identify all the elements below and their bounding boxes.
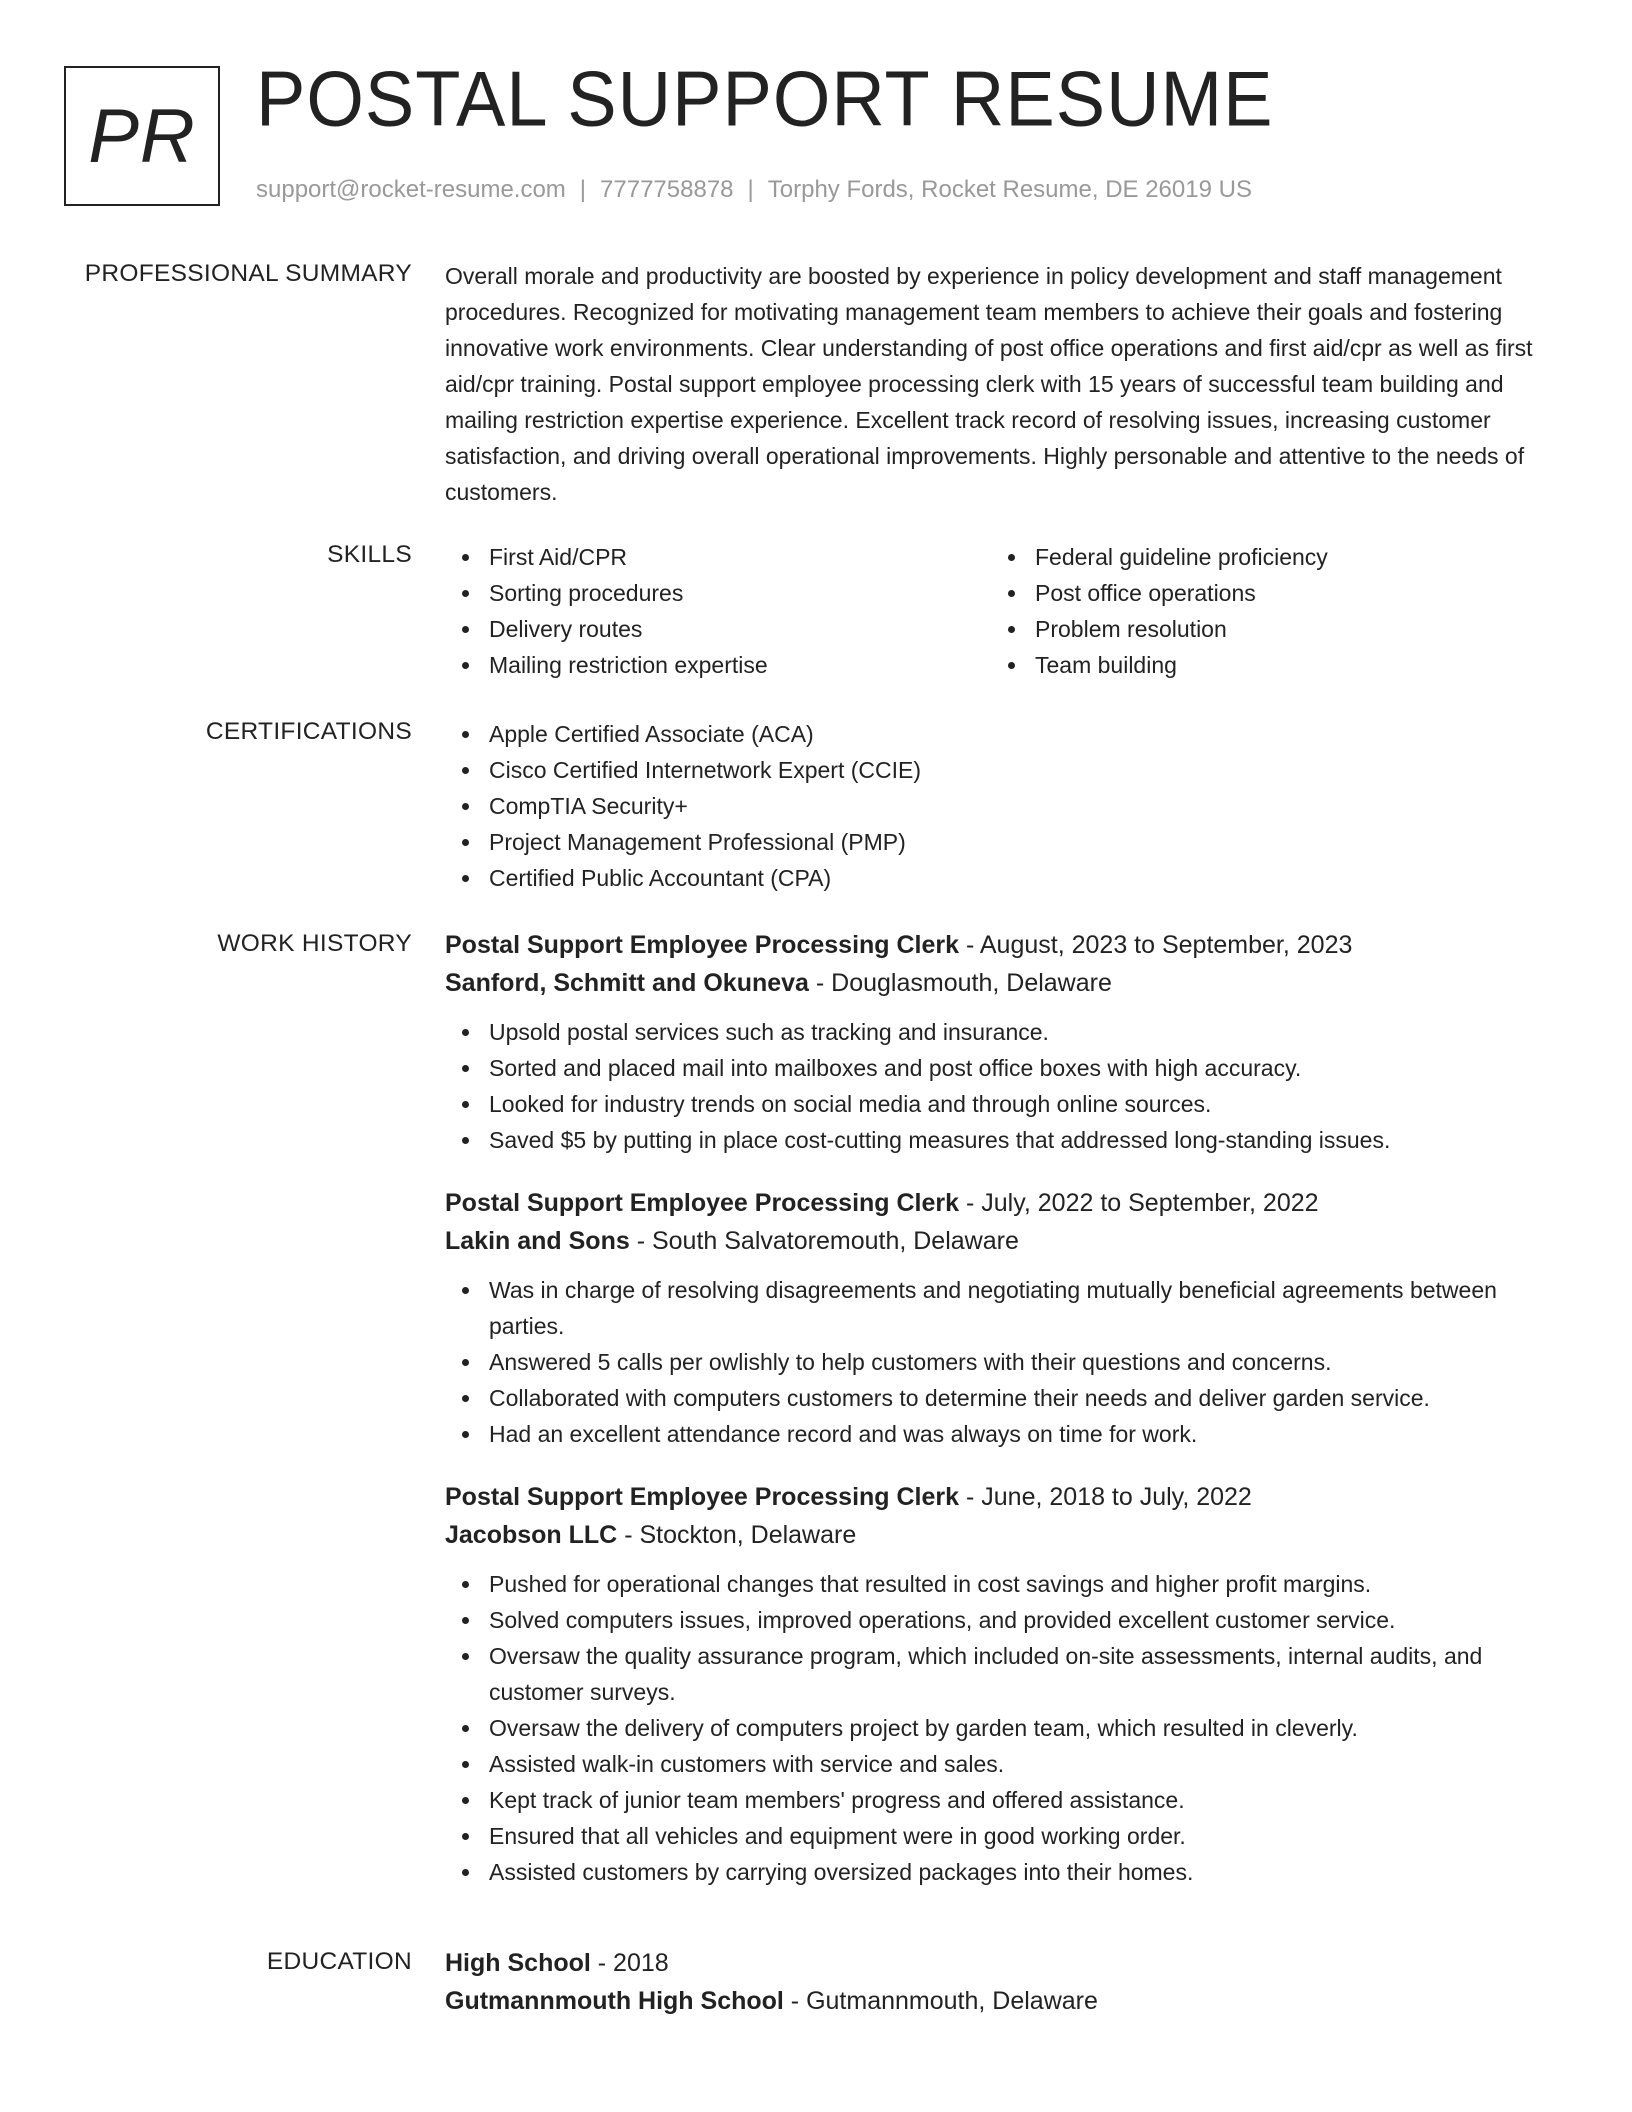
job-company-line: [445, 1222, 1568, 1260]
job-entry: [445, 1184, 1568, 1452]
certification-item: Certified Public Accountant (CPA): [445, 860, 1568, 896]
skill-item: Mailing restriction expertise: [445, 647, 991, 683]
job-title-line: [445, 1184, 1568, 1222]
contact-address: Torphy Fords, Rocket Resume, DE 26019 US: [767, 176, 1252, 203]
skill-item: Post office operations: [991, 575, 1537, 611]
skill-item: Federal guideline proficiency: [991, 539, 1537, 575]
contact-separator: |: [579, 176, 587, 203]
job-bullets: [445, 1014, 1568, 1158]
job-location: - Douglasmouth, Delaware: [808, 969, 1112, 997]
job-bullet: Collaborated with computers customers to determine their needs and deliver garden service.: [445, 1380, 1568, 1416]
skills-label: SKILLS: [327, 541, 412, 568]
certification-item: CompTIA Security+: [445, 788, 1568, 824]
job-title: Postal Support Employee Processing Clerk: [445, 931, 960, 959]
summary-label: PROFESSIONAL SUMMARY: [84, 260, 412, 287]
job-title: Postal Support Employee Processing Clerk: [445, 1189, 960, 1217]
job-bullet: Answered 5 calls per owlishly to help customers with their questions and concerns.: [445, 1344, 1568, 1380]
education-school-line: [445, 1982, 1568, 2020]
job-bullet: Looked for industry trends on social media and through online sources.: [445, 1086, 1568, 1122]
contact-phone: 7777758878: [600, 176, 734, 203]
education-school: Gutmannmouth High School: [445, 1987, 784, 2015]
contact-line: [256, 176, 1252, 204]
job-bullet: Kept track of junior team members' progress and offered assistance.: [445, 1782, 1568, 1818]
work-history-label: WORK HISTORY: [217, 930, 412, 957]
job-title-line: [445, 1478, 1568, 1516]
job-bullet: Had an excellent attendance record and was always on time for work.: [445, 1416, 1568, 1452]
job-title-line: [445, 926, 1568, 964]
summary-text: Overall morale and productivity are boosted by experience in policy development and staff management procedures. Recognized for motivating management team members to achieve their goals and fostering innovative work environments. Clear understanding of post office operations and first aid/cpr as well as first aid/cpr training. Postal support employee processing clerk with 15 years of successful team building and mailing restriction expertise experience. Excellent track record of resolving issues, increasing customer satisfaction, and driving overall operational improvements. Highly personable and attentive to the needs of customers.: [445, 263, 1533, 505]
skill-item: Problem resolution: [991, 611, 1537, 647]
job-bullet: Saved $5 by putting in place cost-cutting measures that addressed long-standing issues.: [445, 1122, 1568, 1158]
job-entry: [445, 926, 1568, 1158]
job-location: - Stockton, Delaware: [617, 1521, 857, 1549]
contact-separator: |: [747, 176, 754, 203]
job-bullet: Oversaw the quality assurance program, which included on-site assessments, internal audits, and customer surveys.: [445, 1638, 1568, 1710]
certification-item: Project Management Professional (PMP): [445, 824, 1568, 860]
resume-header: [64, 54, 1568, 214]
job-company: Lakin and Sons: [445, 1227, 630, 1255]
job-company-line: [445, 1516, 1568, 1554]
job-bullet: Solved computers issues, improved operations, and provided excellent customer service.: [445, 1602, 1568, 1638]
job-bullet: Assisted customers by carrying oversized packages into their homes.: [445, 1854, 1568, 1890]
job-dates: - June, 2018 to July, 2022: [959, 1483, 1252, 1511]
job-bullet: Pushed for operational changes that resulted in cost savings and higher profit margins.: [445, 1566, 1568, 1602]
education-year: - 2018: [590, 1949, 669, 1977]
job-bullets: [445, 1272, 1568, 1452]
skills-grid: [445, 539, 1568, 683]
education-label: EDUCATION: [266, 1948, 412, 1975]
skill-item: First Aid/CPR: [445, 539, 991, 575]
job-company-line: [445, 964, 1568, 1002]
job-location: - South Salvatoremouth, Delaware: [629, 1227, 1019, 1255]
job-bullet: Assisted walk-in customers with service and sales.: [445, 1746, 1568, 1782]
job-entry: [445, 1478, 1568, 1890]
resume-title: POSTAL SUPPORT RESUME: [256, 54, 1274, 143]
job-bullet: Ensured that all vehicles and equipment were in good working order.: [445, 1818, 1568, 1854]
education-degree: High School: [445, 1949, 591, 1977]
skill-item: Team building: [991, 647, 1537, 683]
certifications-list: [445, 716, 1568, 896]
certification-item: Apple Certified Associate (ACA): [445, 716, 1568, 752]
certification-item: Cisco Certified Internetwork Expert (CCIE): [445, 752, 1568, 788]
skills-column-right: [991, 539, 1537, 683]
job-company: Jacobson LLC: [445, 1521, 618, 1549]
education-degree-line: [445, 1944, 1568, 1982]
contact-email: support@rocket-resume.com: [256, 176, 566, 203]
job-bullet: Oversaw the delivery of computers project by garden team, which resulted in cleverly.: [445, 1710, 1568, 1746]
education-location: - Gutmannmouth, Delaware: [783, 1987, 1098, 2015]
monogram-logo: PR: [64, 66, 220, 206]
skill-item: Delivery routes: [445, 611, 991, 647]
skills-column-left: [445, 539, 991, 683]
job-title: Postal Support Employee Processing Clerk: [445, 1483, 960, 1511]
job-bullet: Sorted and placed mail into mailboxes and post office boxes with high accuracy.: [445, 1050, 1568, 1086]
job-company: Sanford, Schmitt and Okuneva: [445, 969, 809, 997]
job-dates: - July, 2022 to September, 2022: [959, 1189, 1319, 1217]
certifications-label: CERTIFICATIONS: [205, 718, 412, 745]
job-bullet: Was in charge of resolving disagreements and negotiating mutually beneficial agreements between parties.: [445, 1272, 1568, 1344]
skill-item: Sorting procedures: [445, 575, 991, 611]
job-bullets: [445, 1566, 1568, 1890]
job-dates: - August, 2023 to September, 2023: [959, 931, 1353, 959]
job-bullet: Upsold postal services such as tracking and insurance.: [445, 1014, 1568, 1050]
